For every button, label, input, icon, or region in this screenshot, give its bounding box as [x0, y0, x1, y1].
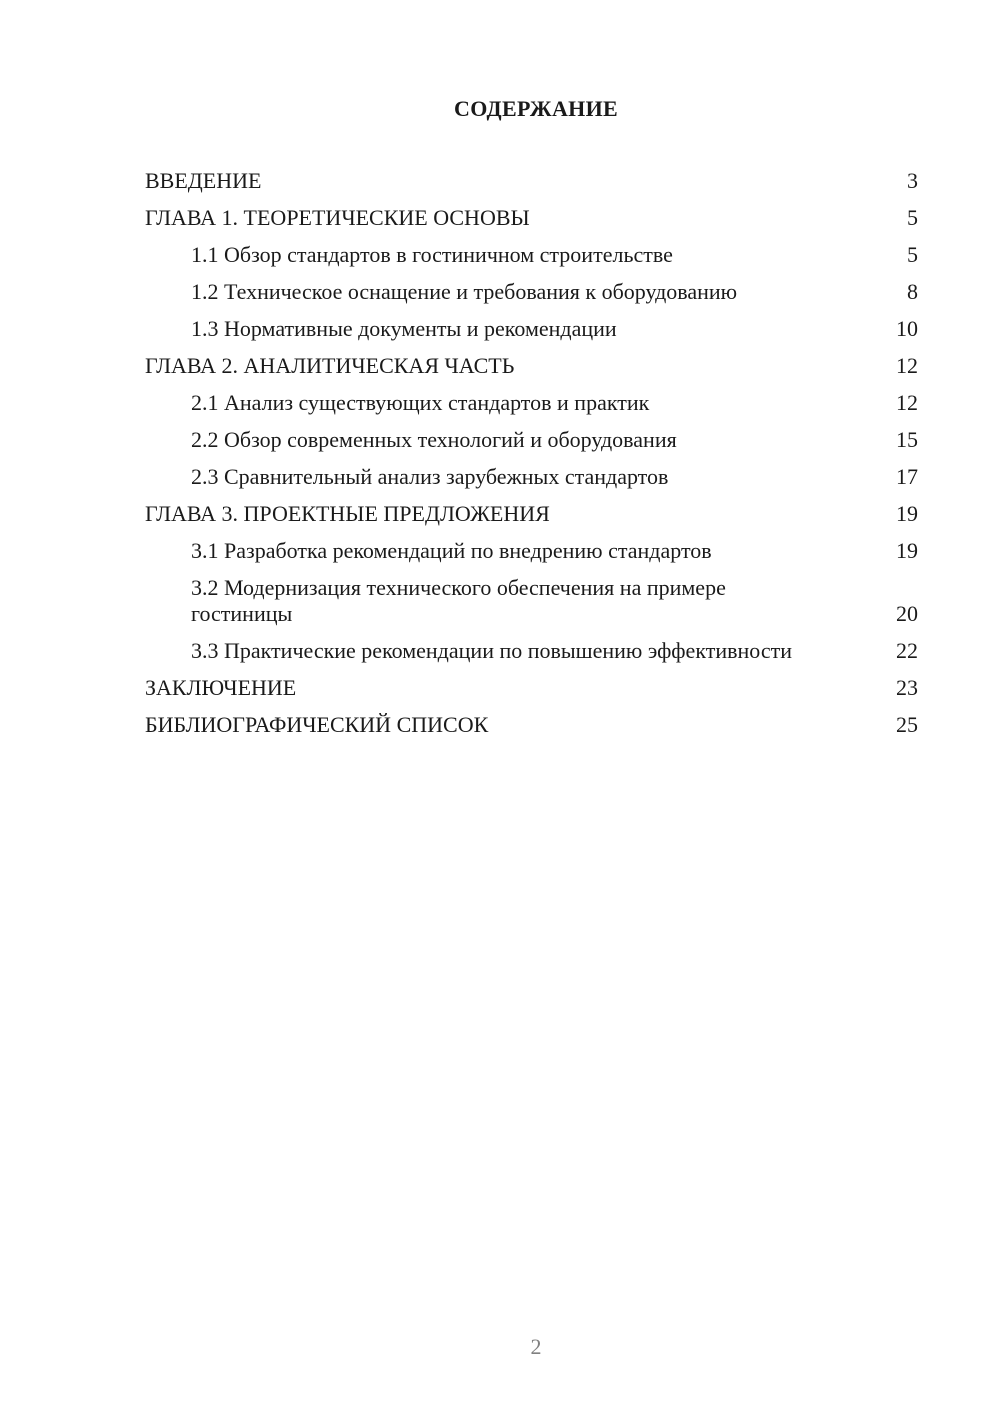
toc-entry-label: 2.3 Сравнительный анализ зарубежных стандартов: [191, 464, 669, 489]
toc-entry-label: 3.3 Практические рекомендации по повышению эффективности: [191, 638, 792, 663]
toc-entry-page: 3: [907, 168, 918, 193]
table-of-contents: [145, 168, 918, 749]
toc-entry-label: 1.3 Нормативные документы и рекомендации: [191, 316, 617, 341]
toc-entry-label: 1.2 Техническое оснащение и требования к оборудованию: [191, 279, 738, 304]
toc-entry-label: 3.1 Разработка рекомендаций по внедрению стандартов: [191, 538, 712, 563]
toc-entry-section-2-2[interactable]: [145, 427, 918, 453]
toc-entry-label: ГЛАВА 3. ПРОЕКТНЫЕ ПРЕДЛОЖЕНИЯ: [145, 501, 550, 526]
toc-entry-label: ВВЕДЕНИЕ: [145, 168, 262, 193]
toc-entry-page: 20: [896, 601, 918, 626]
toc-entry-label: 2.2 Обзор современных технологий и оборудования: [191, 427, 677, 452]
toc-entry-label: 3.2 Модернизация технического обеспечения на примере гостиницы: [191, 575, 726, 626]
toc-entry-label: ГЛАВА 2. АНАЛИТИЧЕСКАЯ ЧАСТЬ: [145, 353, 515, 378]
toc-entry-chapter-2[interactable]: [145, 353, 918, 379]
toc-entry-section-1-3[interactable]: [145, 316, 918, 342]
toc-entry-page: 19: [896, 501, 918, 526]
toc-entry-page: 10: [896, 316, 918, 341]
toc-title: СОДЕРЖАНИЕ: [454, 96, 618, 121]
toc-entry-bibliography[interactable]: [145, 712, 918, 738]
toc-entry-chapter-1[interactable]: [145, 205, 918, 231]
toc-entry-label: 1.1 Обзор стандартов в гостиничном строительстве: [191, 242, 673, 267]
toc-entry-section-3-3[interactable]: [145, 638, 918, 664]
toc-entry-label: 2.1 Анализ существующих стандартов и практик: [191, 390, 650, 415]
toc-entry-label: ГЛАВА 1. ТЕОРЕТИЧЕСКИЕ ОСНОВЫ: [145, 205, 530, 230]
toc-entry-section-2-3[interactable]: [145, 464, 918, 490]
toc-entry-page: 8: [907, 279, 918, 304]
toc-entry-page: 23: [896, 675, 918, 700]
toc-entry-introduction[interactable]: [145, 168, 918, 194]
toc-entry-page: 12: [896, 353, 918, 378]
toc-entry-label: ЗАКЛЮЧЕНИЕ: [145, 675, 297, 700]
toc-entry-page: 5: [907, 242, 918, 267]
toc-entry-page: 25: [896, 712, 918, 737]
toc-entry-page: 15: [896, 427, 918, 452]
toc-entry-page: 5: [907, 205, 918, 230]
toc-entry-page: 12: [896, 390, 918, 415]
toc-entry-conclusion[interactable]: [145, 675, 918, 701]
toc-entry-section-3-2[interactable]: [145, 575, 918, 627]
toc-entry-chapter-3[interactable]: [145, 501, 918, 527]
toc-entry-section-1-1[interactable]: [145, 242, 918, 268]
toc-entry-page: 22: [896, 638, 918, 663]
toc-entry-page: 19: [896, 538, 918, 563]
toc-entry-section-1-2[interactable]: [145, 279, 918, 305]
toc-entry-section-3-1[interactable]: [145, 538, 918, 564]
toc-entry-page: 17: [896, 464, 918, 489]
page-number: 2: [530, 1334, 542, 1359]
toc-entry-label: БИБЛИОГРАФИЧЕСКИЙ СПИСОК: [145, 712, 489, 737]
toc-entry-section-2-1[interactable]: [145, 390, 918, 416]
